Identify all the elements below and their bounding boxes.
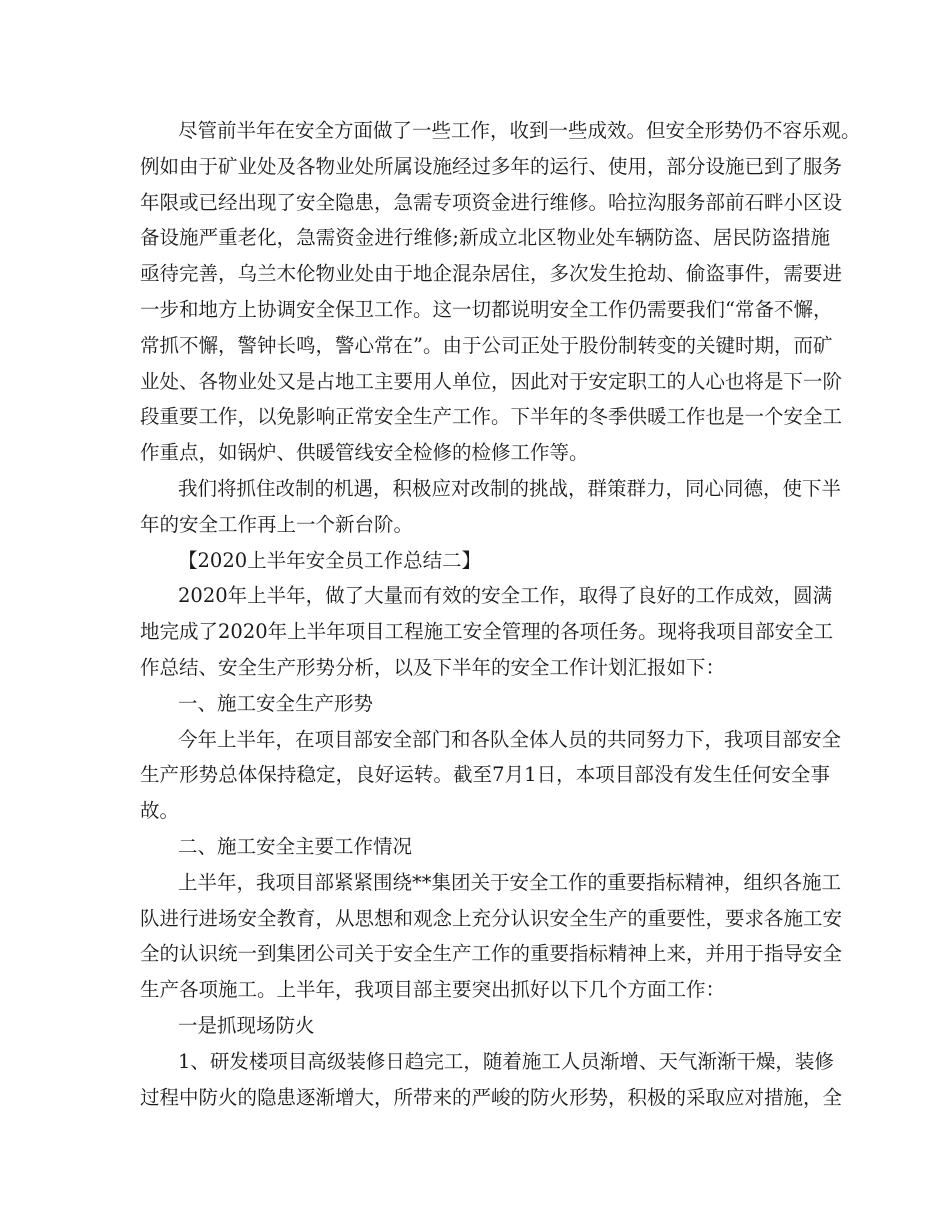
subheading [140, 829, 830, 865]
text-line: 例如由于矿业处及各物业处所属设施经过多年的运行、使用，部分设施已到了服务 [140, 154, 843, 178]
text-line: 尽管前半年在安全方面做了一些工作，收到一些成效。但安全形势仍不容乐观。 [178, 119, 861, 142]
subheading [140, 686, 830, 722]
text-line: 年限或已经出现了安全隐患，急需专项资金进行维修。哈拉沟服务部前石畔小区设 [140, 190, 843, 214]
paragraph [140, 471, 842, 543]
paragraph [140, 865, 843, 1008]
text-line: 作总结、安全生产形势分析，以及下半年的安全工作计划汇报如下： [140, 655, 726, 679]
text-line: 2020年上半年，做了大量而有效的安全工作，取得了良好的工作成效，圆满 [178, 584, 833, 608]
text-line: 业处、各物业处又是占地工主要用人单位，因此对于安定职工的人心也将是下一阶 [140, 369, 843, 393]
text-line: 全的认识统一到集团公司关于安全生产工作的重要指标精神上来，并用于指导安全 [140, 942, 843, 966]
text-line: 段重要工作，以免影响正常安全生产工作。下半年的冬季供暖工作也是一个安全工 [140, 405, 843, 429]
document-body [140, 113, 861, 1115]
subheading-text: 一是抓现场防火 [178, 1013, 315, 1037]
subheading [140, 1008, 830, 1044]
paragraph [140, 1044, 843, 1116]
text-line: 常抓不懈，警钟长鸣，警心常在”。由于公司正处于股份制转变的关键时期，而矿 [140, 333, 833, 357]
paragraph [140, 113, 861, 471]
text-line: 今年上半年，在项目部安全部门和各队全体人员的共同努力下，我项目部安全 [178, 727, 842, 751]
text-line: 故。 [140, 799, 180, 823]
text-line: 亟待完善，乌兰木伦物业处由于地企混杂居住，多次发生抢劫、偷盗事件，需要进 [140, 262, 843, 286]
paragraph [140, 722, 842, 829]
paragraph [140, 578, 834, 685]
text-line: 地完成了2020年上半年项目工程施工安全管理的各项任务。现将我项目部安全工 [140, 620, 834, 644]
section-heading-text: 【2020上半年安全员工作总结二】 [178, 548, 482, 572]
text-line: 生产形势总体保持稳定，良好运转。截至7月1日，本项目部没有发生任何安全事 [140, 763, 830, 787]
section-heading [140, 543, 830, 579]
text-line: 作重点，如锅炉、供暖管线安全检修的检修工作等。 [140, 441, 589, 465]
text-line: 年的安全工作再上一个新台阶。 [140, 512, 414, 536]
text-line: 生产各项施工。上半年，我项目部主要突出抓好以下几个方面工作： [140, 978, 726, 1002]
subheading-text: 一、施工安全生产形势 [178, 691, 374, 715]
text-line: 队进行进场安全教育，从思想和观念上充分认识安全生产的重要性，要求各施工安 [140, 906, 843, 930]
subheading-text: 二、施工安全主要工作情况 [178, 834, 413, 858]
text-line: 备设施严重老化，急需资金进行维修;新成立北区物业处车辆防盗、居民防盗措施 [140, 226, 830, 250]
text-line: 一步和地方上协调安全保卫工作。这一切都说明安全工作仍需要我们“常备不懈， [140, 297, 833, 321]
text-line: 过程中防火的隐患逐渐增大，所带来的严峻的防火形势，积极的采取应对措施，全 [140, 1085, 843, 1109]
text-line: 我们将抓住改制的机遇，积极应对改制的挑战，群策群力，同心同德，使下半 [178, 476, 842, 500]
text-line: 上半年，我项目部紧紧围绕**集团关于安全工作的重要指标精神，组织各施工 [178, 870, 842, 894]
text-line: 1、研发楼项目高级装修日趋完工，随着施工人员渐增、天气渐渐干燥，装修 [178, 1049, 834, 1073]
